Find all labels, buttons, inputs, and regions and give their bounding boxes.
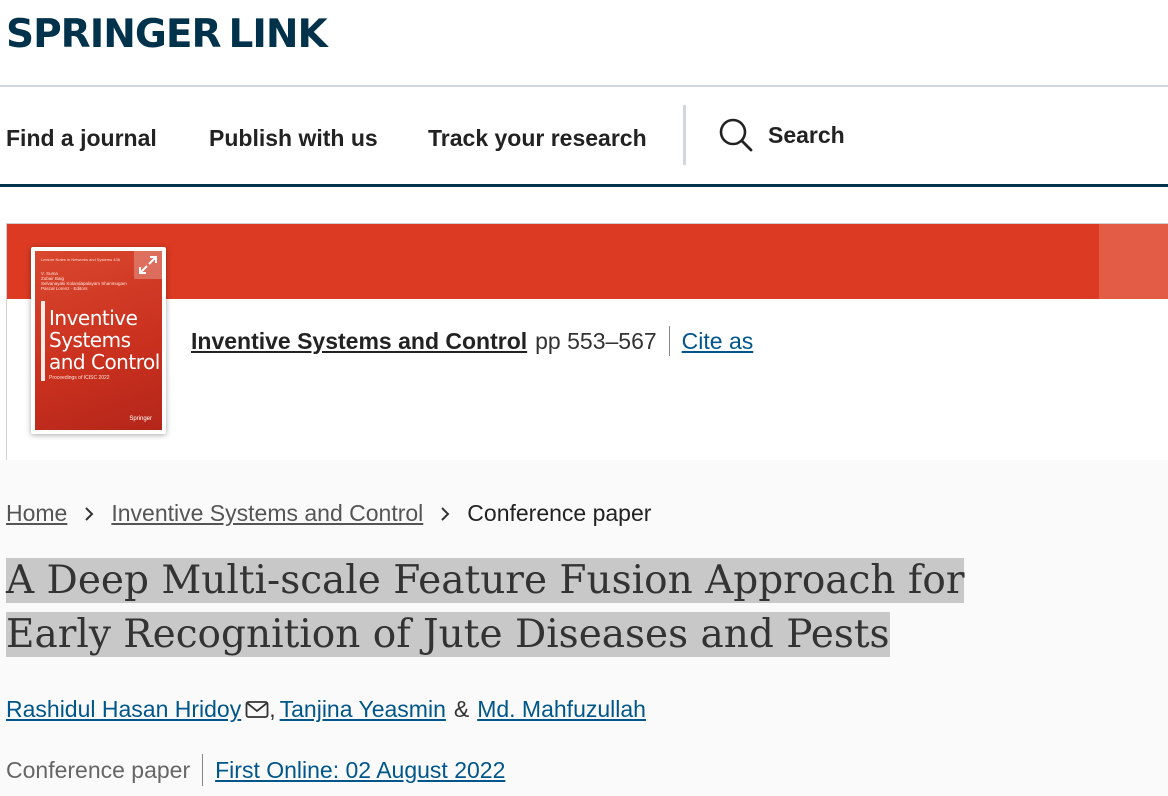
springer-link-logo[interactable] [6,6,327,62]
cover-series: Lecture Notes in Networks and Systems 436 [41,257,120,262]
book-cover[interactable] [31,247,166,434]
breadcrumb-current: Conference paper [467,500,652,526]
nav-publish-with-us[interactable]: Publish with us [209,125,378,151]
chevron-right-icon [83,506,95,522]
title-line-2: Early Recognition of Jute Diseases and Pests [6,612,890,657]
title-line-1: A Deep Multi-scale Feature Fusion Approach for [6,558,965,603]
cite-as-link[interactable]: Cite as [681,327,754,354]
chevron-right-icon [439,506,451,522]
email-author-button[interactable] [245,700,269,720]
cover-accent-bar [41,301,45,381]
cover-title [49,307,160,373]
author-ampersand: & [453,696,470,722]
main-nav [0,87,1168,184]
cover-editor: Zubair Baig [41,276,65,281]
author-link[interactable]: Md. Mahfuzullah [477,696,646,722]
meta-separator [202,754,203,786]
article-type: Conference paper [6,756,191,783]
breadcrumb [6,500,651,527]
author-list [6,696,646,723]
nav-bottom-rule [0,184,1168,187]
search-label: Search [768,121,845,148]
article-header [0,460,1168,796]
search-button[interactable] [718,117,845,153]
cover-title-line: Inventive [49,306,138,330]
logo-text-link: LINK [228,11,327,57]
book-title-link[interactable]: Inventive Systems and Control [191,327,528,354]
cover-editor: Pascal Lorenz · Editors [41,286,88,291]
author-link[interactable]: Rashidul Hasan Hridoy [6,696,242,722]
article-meta [6,754,505,786]
author-link[interactable]: Tanjina Yeasmin [279,696,446,722]
cover-editor: V. Suma [41,271,58,276]
cover-publisher: Springer [129,416,152,422]
book-banner [6,223,1168,461]
author-separator: , [269,696,276,722]
book-pages: pp 553–567 [535,327,657,354]
breadcrumb-book[interactable]: Inventive Systems and Control [111,500,424,526]
expand-cover-button[interactable] [134,251,162,279]
nav-divider [683,105,686,165]
cover-editor: Selvanayaki Kolandapalayam Shanmugam [41,281,127,286]
first-online-link[interactable]: First Online: 02 August 2022 [215,756,506,783]
breadcrumb-home[interactable]: Home [6,500,68,526]
nav-track-research[interactable]: Track your research [428,125,647,151]
banner-red-strip [7,224,1099,299]
banner-red-strip-end [1099,224,1168,299]
book-info-line [191,326,753,356]
logo-text-springer: SPRINGER [6,11,221,57]
search-icon [718,117,754,153]
book-info-separator [669,326,670,356]
nav-find-journal[interactable]: Find a journal [6,125,157,151]
cover-editors [41,271,127,291]
page-title [6,554,978,662]
cover-title-line: Systems [49,328,131,352]
envelope-icon [245,700,269,720]
cover-title-line: and Control [49,350,160,374]
expand-icon [137,254,159,276]
cover-subtitle: Proceedings of ICISC 2022 [49,375,110,381]
